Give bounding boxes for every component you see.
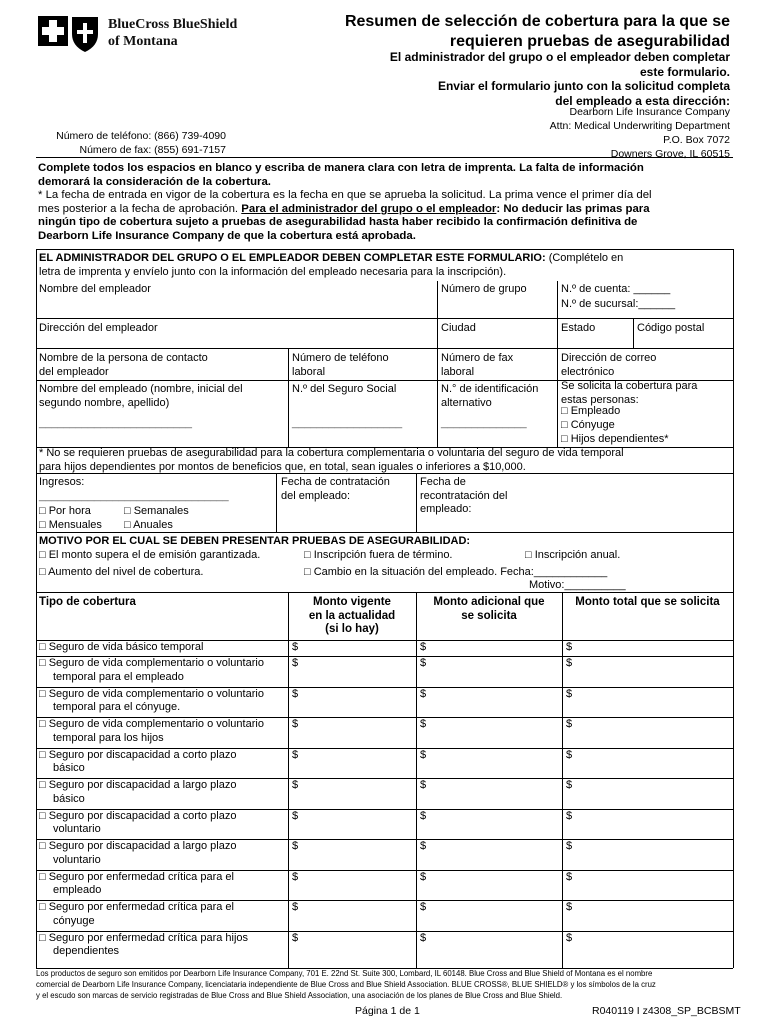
grid-line bbox=[416, 592, 417, 968]
weekly-checkbox[interactable]: □ Semanales bbox=[124, 505, 189, 517]
mailing-address: Dearborn Life Insurance Company Attn: Medical Underwriting Department P.O. Box 7072 Downers Grove, IL 60515 bbox=[549, 106, 730, 160]
additional-amount-field[interactable]: $ bbox=[420, 718, 427, 730]
form-code: R040119 I z4308_SP_BCBSMT bbox=[592, 1005, 741, 1017]
additional-amount-field[interactable]: $ bbox=[420, 870, 427, 883]
coverage-type-checkbox[interactable]: □ Seguro por discapacidad a corto plazo voluntario bbox=[39, 809, 237, 835]
col-header-total: Monto total que se solicita bbox=[575, 596, 720, 608]
intro-instructions: Complete todos los espacios en blanco y escriba de manera clara con letra de imprenta. La falta de información demorará la consideración de la cobertura. * La fecha de entrada en vigor de la cobertura es la fecha en que se aprueba la solicitud. La prima vence el primer día del mes posterior a la fecha de aprobación. Para el administrador del grupo o el empleador: No deducir las primas para ningún tipo de cobertura sujeto a pruebas de asegurabilidad hasta haber recibido la confirmación definitiva de Dearborn Life Insurance Company de que la cobertura está aprobada. bbox=[38, 162, 652, 242]
grid-line bbox=[36, 592, 733, 593]
coverage-type-checkbox[interactable]: □ Seguro de vida complementario o voluntario temporal para el cónyuge. bbox=[39, 687, 264, 713]
reason-status-change-checkbox[interactable]: □ Cambio en la situación del empleado. Fecha:____________ bbox=[304, 566, 608, 578]
col-header-current: Monto vigente en la actualidad (si lo hay) bbox=[308, 596, 396, 635]
contact-numbers bbox=[38, 129, 226, 157]
current-amount-field[interactable]: $ bbox=[292, 687, 299, 700]
ssn-label: N.º del Seguro Social bbox=[292, 383, 397, 395]
zip-label: Código postal bbox=[637, 322, 705, 334]
reason-motivo-field[interactable]: Motivo:__________ bbox=[529, 579, 626, 591]
work-fax-label: Número de fax laboral bbox=[441, 352, 514, 378]
grid-line bbox=[733, 249, 734, 968]
header-divider bbox=[36, 157, 733, 158]
fax-number: Número de fax: (855) 691-7157 bbox=[79, 144, 226, 156]
total-amount-field[interactable]: $ bbox=[566, 809, 573, 822]
total-amount-field[interactable]: $ bbox=[566, 641, 573, 653]
total-amount-field[interactable]: $ bbox=[566, 657, 573, 669]
additional-amount-field[interactable]: $ bbox=[420, 809, 427, 822]
grid-line bbox=[36, 318, 733, 319]
page-number: Página 1 de 1 bbox=[355, 1005, 420, 1017]
earnings-field[interactable]: _______________________________ bbox=[39, 490, 229, 502]
current-amount-field[interactable]: $ bbox=[292, 779, 299, 791]
coverage-type-checkbox[interactable]: □ Seguro por discapacidad a largo plazo voluntario bbox=[39, 840, 237, 866]
reason-annual-checkbox[interactable]: □ Inscripción anual. bbox=[525, 549, 621, 561]
grid-line bbox=[633, 318, 634, 348]
current-amount-field[interactable]: $ bbox=[292, 840, 299, 852]
section-note: letra de imprenta y envíelo junto con la información del empleado necesaria para la inscripción). bbox=[39, 266, 507, 278]
employee-name-label: Nombre del empleado (nombre, inicial del segundo nombre, apellido) bbox=[39, 383, 243, 409]
reason-heading: MOTIVO POR EL CUAL SE DEBEN PRESENTAR PRUEBAS DE ASEGURABILIDAD: bbox=[39, 535, 471, 547]
monthly-checkbox[interactable]: □ Mensuales bbox=[39, 519, 102, 531]
grid-line bbox=[557, 281, 558, 447]
additional-amount-field[interactable]: $ bbox=[420, 840, 427, 852]
employee-name-field[interactable]: _________________________ bbox=[39, 417, 192, 429]
employer-name-label: Nombre del empleador bbox=[39, 283, 151, 295]
grid-line bbox=[437, 281, 438, 447]
spouse-checkbox[interactable]: □ Cónyuge bbox=[561, 419, 615, 431]
city-label: Ciudad bbox=[441, 322, 476, 334]
total-amount-field[interactable]: $ bbox=[566, 718, 573, 730]
total-amount-field[interactable]: $ bbox=[566, 931, 573, 944]
coverage-type-checkbox[interactable]: □ Seguro por enfermedad crítica para el cónyuge bbox=[39, 901, 234, 927]
additional-amount-field[interactable]: $ bbox=[420, 779, 427, 791]
ssn-field[interactable]: __________________ bbox=[292, 417, 403, 429]
current-amount-field[interactable]: $ bbox=[292, 657, 299, 669]
legal-text: Los productos de seguro son emitidos por Dearborn Life Insurance Company, 701 E. 22nd St. Suite 300, Lombard, IL 60148. Blue Cross and Blue Shield of Montana es el nombre comercial de Dearborn Life Insurance Company, licenciataria independiente de Blue Cross and Blue Shield Association. BLUE CROSS®, BLUE SHIELD® y los símbolos de la cruz y el escudo son marcas de servicio registradas de Blue Cross and Blue Shield Association, una asociación de los planes de Blue Cross and Blue Shield. bbox=[36, 969, 656, 1000]
grid-line bbox=[36, 348, 733, 349]
reason-increase-checkbox[interactable]: □ Aumento del nivel de cobertura. bbox=[39, 566, 204, 578]
no-eoi-note: * No se requieren pruebas de asegurabilidad para la cobertura complementaria o voluntaria del seguro de vida temporal para hijos dependientes por montos de beneficios que, en total, sean iguales o inferiores a $10,000. bbox=[39, 447, 624, 473]
state-label: Estado bbox=[561, 322, 596, 334]
total-amount-field[interactable]: $ bbox=[566, 870, 573, 883]
grid-line bbox=[36, 249, 733, 250]
coverage-type-checkbox[interactable]: □ Seguro por enfermedad crítica para el empleado bbox=[39, 870, 234, 896]
grid-line bbox=[288, 592, 289, 968]
phone-number: Número de teléfono: (866) 739-4090 bbox=[56, 130, 226, 142]
earnings-label: Ingresos: bbox=[39, 476, 85, 488]
grid-line bbox=[562, 592, 563, 968]
branch-number-field[interactable]: N.º de sucursal:______ bbox=[561, 298, 676, 310]
work-phone-label: Número de teléfono laboral bbox=[292, 352, 389, 378]
group-number-label: Número de grupo bbox=[441, 283, 527, 295]
col-header-type: Tipo de cobertura bbox=[39, 596, 136, 608]
additional-amount-field[interactable]: $ bbox=[420, 641, 427, 653]
additional-amount-field[interactable]: $ bbox=[420, 931, 427, 944]
current-amount-field[interactable]: $ bbox=[292, 718, 299, 730]
alt-id-label: N.° de identificación alternativo bbox=[441, 383, 539, 409]
account-number-field[interactable]: N.º de cuenta: ______ bbox=[561, 283, 671, 295]
coverage-type-checkbox[interactable]: □ Seguro por enfermedad crítica para hijos dependientes bbox=[39, 931, 249, 957]
hire-date-label: Fecha de contratación del empleado: bbox=[281, 476, 390, 502]
coverage-type-checkbox[interactable]: □ Seguro por discapacidad a largo plazo básico bbox=[39, 779, 237, 805]
grid-line bbox=[36, 249, 37, 968]
grid-line bbox=[288, 348, 289, 447]
total-amount-field[interactable]: $ bbox=[566, 901, 573, 913]
cross-shield-icon bbox=[36, 14, 102, 54]
additional-amount-field[interactable]: $ bbox=[420, 748, 427, 761]
col-header-additional: Monto adicional que se solicita bbox=[433, 596, 545, 622]
reason-guaranteed-checkbox[interactable]: □ El monto supera el de emisión garantizada. bbox=[39, 549, 261, 561]
reason-late-checkbox[interactable]: □ Inscripción fuera de término. bbox=[304, 549, 453, 561]
bcbs-logo bbox=[36, 14, 276, 66]
submission-instructions: El administrador del grupo o el empleador deben completar este formulario. Enviar el formulario junto con la solicitud completa del empleado a esta dirección: bbox=[389, 50, 730, 108]
total-amount-field[interactable]: $ bbox=[566, 748, 573, 761]
total-amount-field[interactable]: $ bbox=[566, 779, 573, 791]
coverage-type-checkbox[interactable]: □ Seguro de vida complementario o voluntario temporal para los hijos bbox=[39, 718, 264, 744]
brand-line-1: BlueCross BlueShield bbox=[108, 17, 238, 32]
coverage-type-checkbox[interactable]: □ Seguro de vida básico temporal bbox=[39, 641, 204, 653]
brand-line-2: of Montana bbox=[108, 34, 178, 49]
total-amount-field[interactable]: $ bbox=[566, 840, 573, 852]
section-heading: EL ADMINISTRADOR DEL GRUPO O EL EMPLEADOR DEBEN COMPLETAR ESTE FORMULARIO: (Complételo en bbox=[39, 252, 624, 264]
coverage-for-label: Se solicita la cobertura para estas personas: bbox=[561, 380, 698, 406]
current-amount-field[interactable]: $ bbox=[292, 748, 299, 761]
total-amount-field[interactable]: $ bbox=[566, 687, 573, 700]
hourly-checkbox[interactable]: □ Por hora bbox=[39, 505, 91, 517]
annual-checkbox[interactable]: □ Anuales bbox=[124, 519, 173, 531]
additional-amount-field[interactable]: $ bbox=[420, 901, 427, 913]
grid-line bbox=[276, 473, 277, 532]
current-amount-field[interactable]: $ bbox=[292, 931, 299, 944]
alt-id-field[interactable]: ______________ bbox=[441, 417, 527, 429]
children-checkbox[interactable]: □ Hijos dependientes* bbox=[561, 433, 669, 445]
employer-address-label: Dirección del empleador bbox=[39, 322, 158, 334]
current-amount-field[interactable]: $ bbox=[292, 901, 299, 913]
email-label: Dirección de correo electrónico bbox=[561, 352, 657, 378]
additional-amount-field[interactable]: $ bbox=[420, 657, 427, 669]
coverage-type-checkbox[interactable]: □ Seguro de vida complementario o voluntario temporal para el empleado bbox=[39, 657, 264, 683]
contact-name-label: Nombre de la persona de contacto del empleador bbox=[39, 352, 208, 378]
current-amount-field[interactable]: $ bbox=[292, 870, 299, 883]
rehire-date-label: Fecha de recontratación del empleado: bbox=[420, 476, 508, 515]
additional-amount-field[interactable]: $ bbox=[420, 687, 427, 700]
current-amount-field[interactable]: $ bbox=[292, 641, 299, 653]
form-title: Resumen de selección de cobertura para la que se requieren pruebas de asegurabilidad bbox=[344, 13, 730, 50]
current-amount-field[interactable]: $ bbox=[292, 809, 299, 822]
employee-checkbox[interactable]: □ Empleado bbox=[561, 405, 621, 417]
grid-line bbox=[416, 473, 417, 532]
coverage-type-checkbox[interactable]: □ Seguro por discapacidad a corto plazo básico bbox=[39, 748, 237, 774]
